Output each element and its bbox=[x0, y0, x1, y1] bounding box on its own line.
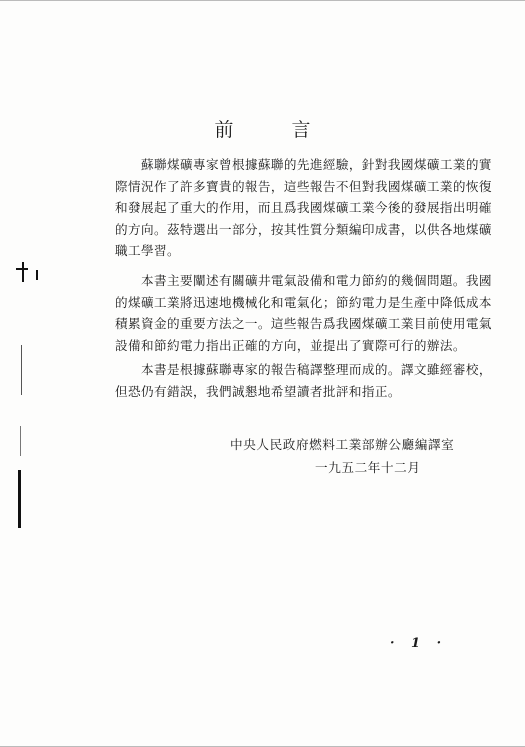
page-title: 前 言 bbox=[214, 119, 337, 141]
scan-edge-top bbox=[0, 0, 525, 1]
text-line: 但恐仍有錯誤，我們誠懇地希望讀者批評和指正。 bbox=[115, 383, 401, 399]
text-line: 積累資金的重要方法之一。這些報告爲我國煤礦工業目前使用電氣 bbox=[115, 316, 492, 331]
page-number: · 1 · bbox=[390, 636, 448, 651]
scan-artifact-mark bbox=[20, 426, 21, 456]
signature-organization: 中央人民政府燃料工業部辦公廳編譯室 bbox=[230, 437, 455, 452]
text-line: 本書是根據蘇聯專家的報告稿譯整理而成的。譯文雖經審校， bbox=[141, 362, 492, 377]
scan-artifact-mark bbox=[22, 262, 24, 282]
text-line: 和發展起了重大的作用，而且爲我國煤礦工業今後的發展指出明確 bbox=[115, 200, 492, 215]
paragraph-1 bbox=[115, 154, 492, 262]
text-line: 蘇聯煤礦專家曾根據蘇聯的先進經驗，針對我國煤礦工業的實 bbox=[141, 157, 492, 172]
text-line: 本書主要闡述有關礦井電氣設備和電力節約的幾個問題。我國 bbox=[141, 273, 492, 288]
paragraph-2 bbox=[115, 270, 492, 356]
signature-date: 一九五二年十二月 bbox=[315, 460, 421, 475]
text-line: 職工學習。 bbox=[115, 243, 180, 258]
text-line: 的方向。茲特選出一部分，按其性質分類編印成書，以供各地煤礦 bbox=[115, 221, 492, 237]
scan-artifact-mark bbox=[16, 268, 28, 270]
text-line: 設備和節約電力指出正確的方向，並提出了實際可行的辦法。 bbox=[115, 337, 466, 353]
scan-artifact-mark bbox=[21, 345, 22, 395]
text-line: 的煤礦工業將迅速地機械化和電氣化；節約電力是生產中降低成本 bbox=[115, 294, 492, 310]
scan-artifact-mark bbox=[18, 470, 21, 528]
scan-artifact-mark bbox=[36, 270, 38, 280]
text-line: 際情況作了許多寶貴的報告，這些報告不但對我國煤礦工業的恢復 bbox=[115, 178, 492, 194]
paragraph-3 bbox=[115, 359, 492, 402]
